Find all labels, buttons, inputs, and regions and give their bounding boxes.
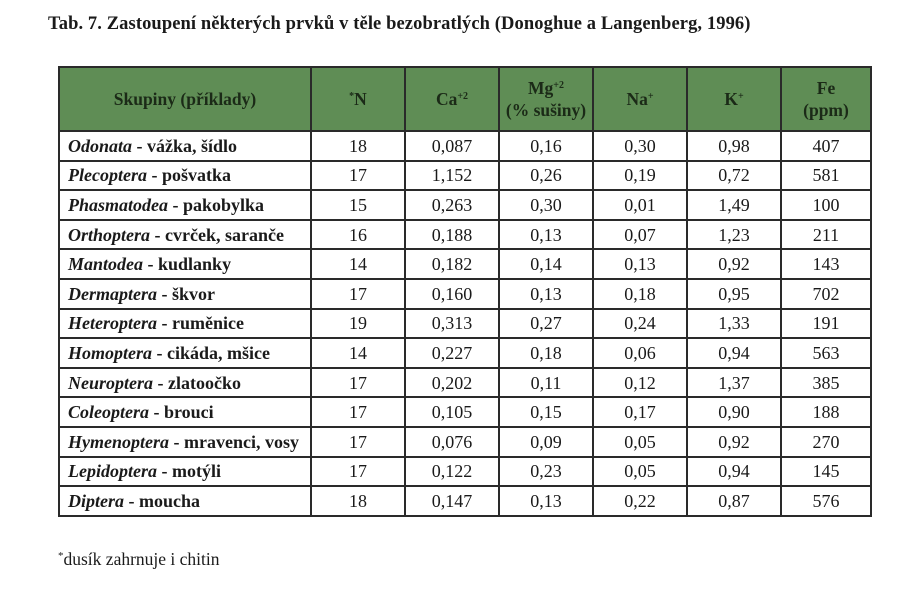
cell-n: 14 <box>311 338 405 368</box>
cell-k: 0,92 <box>687 427 781 457</box>
table-row <box>59 249 871 279</box>
group-common-name: - kudlanky <box>143 254 232 275</box>
group-common-name: - pošvatka <box>146 165 231 186</box>
footnote-text: dusík zahrnuje i chitin <box>63 549 220 569</box>
group-latin-name: Phasmatodea <box>68 194 169 215</box>
cell-ca: 1,152 <box>405 161 499 191</box>
table-row <box>59 220 871 250</box>
cell-fe: 576 <box>781 486 871 516</box>
elements-table <box>58 66 872 517</box>
cell-na: 0,12 <box>593 368 687 398</box>
cell-n: 17 <box>311 161 405 191</box>
cell-mg: 0,15 <box>499 397 593 427</box>
cell-fe: 143 <box>781 249 871 279</box>
group-common-name: - brouci <box>149 402 214 423</box>
cell-n: 14 <box>311 249 405 279</box>
cell-k: 0,72 <box>687 161 781 191</box>
cell-group <box>59 279 311 309</box>
group-latin-name: Heteroptera <box>68 313 157 334</box>
table-row <box>59 131 871 161</box>
header-na-sup: + <box>647 91 654 102</box>
header-mg <box>499 67 593 131</box>
header-k-label: K <box>724 89 738 109</box>
group-common-name: - motýli <box>156 461 221 482</box>
header-fe <box>781 67 871 131</box>
header-n-label: N <box>354 89 367 109</box>
group-latin-name: Odonata <box>68 135 133 156</box>
cell-k: 0,95 <box>687 279 781 309</box>
table-row <box>59 486 871 516</box>
header-mg-sup: +2 <box>553 80 564 91</box>
cell-fe: 702 <box>781 279 871 309</box>
header-ca-sup: +2 <box>457 91 469 102</box>
cell-fe: 191 <box>781 309 871 339</box>
cell-na: 0,13 <box>593 249 687 279</box>
header-na-label: Na <box>626 89 648 109</box>
cell-group <box>59 427 311 457</box>
cell-ca: 0,147 <box>405 486 499 516</box>
cell-na: 0,05 <box>593 457 687 487</box>
cell-ca: 0,105 <box>405 397 499 427</box>
group-latin-name: Mantodea <box>68 254 144 275</box>
cell-n: 15 <box>311 190 405 220</box>
cell-na: 0,30 <box>593 131 687 161</box>
table-row <box>59 190 871 220</box>
cell-na: 0,24 <box>593 309 687 339</box>
header-ca <box>405 67 499 131</box>
cell-mg: 0,13 <box>499 220 593 250</box>
cell-ca: 0,182 <box>405 249 499 279</box>
cell-na: 0,01 <box>593 190 687 220</box>
table-row <box>59 457 871 487</box>
cell-n: 17 <box>311 457 405 487</box>
cell-k: 1,33 <box>687 309 781 339</box>
table-row <box>59 338 871 368</box>
cell-fe: 563 <box>781 338 871 368</box>
cell-fe: 100 <box>781 190 871 220</box>
cell-ca: 0,202 <box>405 368 499 398</box>
cell-k: 0,94 <box>687 338 781 368</box>
group-common-name: - cikáda, mšice <box>152 342 270 363</box>
cell-group <box>59 249 311 279</box>
header-k-sup: + <box>737 91 744 102</box>
cell-ca: 0,076 <box>405 427 499 457</box>
cell-na: 0,07 <box>593 220 687 250</box>
cell-n: 16 <box>311 220 405 250</box>
cell-group <box>59 220 311 250</box>
group-latin-name: Homoptera <box>68 342 152 363</box>
cell-ca: 0,227 <box>405 338 499 368</box>
cell-k: 0,94 <box>687 457 781 487</box>
cell-mg: 0,23 <box>499 457 593 487</box>
cell-n: 17 <box>311 397 405 427</box>
group-common-name: - zlatoočko <box>153 372 241 393</box>
cell-fe: 385 <box>781 368 871 398</box>
cell-group <box>59 131 311 161</box>
group-common-name: - vážka, šídlo <box>132 135 238 156</box>
table-row <box>59 309 871 339</box>
cell-mg: 0,13 <box>499 486 593 516</box>
cell-n: 17 <box>311 427 405 457</box>
header-ca-label: Ca <box>435 89 458 109</box>
header-n <box>311 67 405 131</box>
group-latin-name: Dermaptera <box>68 283 157 304</box>
group-common-name: - moucha <box>124 490 200 511</box>
cell-n: 18 <box>311 486 405 516</box>
cell-na: 0,06 <box>593 338 687 368</box>
cell-k: 0,92 <box>687 249 781 279</box>
cell-fe: 581 <box>781 161 871 191</box>
group-latin-name: Diptera <box>68 490 124 511</box>
cell-ca: 0,188 <box>405 220 499 250</box>
cell-mg: 0,27 <box>499 309 593 339</box>
cell-group <box>59 486 311 516</box>
cell-k: 0,90 <box>687 397 781 427</box>
cell-group <box>59 309 311 339</box>
cell-ca: 0,122 <box>405 457 499 487</box>
cell-mg: 0,13 <box>499 279 593 309</box>
cell-na: 0,17 <box>593 397 687 427</box>
cell-n: 19 <box>311 309 405 339</box>
cell-n: 17 <box>311 368 405 398</box>
table-header-row <box>59 67 871 131</box>
cell-group <box>59 161 311 191</box>
cell-mg: 0,26 <box>499 161 593 191</box>
cell-ca: 0,263 <box>405 190 499 220</box>
table-body <box>59 131 871 516</box>
cell-na: 0,19 <box>593 161 687 191</box>
cell-mg: 0,18 <box>499 338 593 368</box>
cell-fe: 211 <box>781 220 871 250</box>
cell-mg: 0,09 <box>499 427 593 457</box>
cell-fe: 145 <box>781 457 871 487</box>
group-latin-name: Lepidoptera <box>68 461 157 482</box>
cell-group <box>59 368 311 398</box>
cell-na: 0,18 <box>593 279 687 309</box>
header-na <box>593 67 687 131</box>
table-row <box>59 368 871 398</box>
cell-fe: 407 <box>781 131 871 161</box>
table-row <box>59 397 871 427</box>
group-common-name: - pakobylka <box>168 194 265 215</box>
cell-mg: 0,11 <box>499 368 593 398</box>
group-latin-name: Neuroptera <box>68 372 153 393</box>
cell-group <box>59 338 311 368</box>
header-n-mark: * <box>349 91 355 102</box>
cell-k: 1,23 <box>687 220 781 250</box>
cell-ca: 0,313 <box>405 309 499 339</box>
cell-mg: 0,16 <box>499 131 593 161</box>
table-row <box>59 279 871 309</box>
group-latin-name: Orthoptera <box>68 224 151 245</box>
table-row <box>59 427 871 457</box>
cell-group <box>59 190 311 220</box>
cell-mg: 0,14 <box>499 249 593 279</box>
header-k <box>687 67 781 131</box>
group-latin-name: Plecoptera <box>68 165 147 186</box>
cell-fe: 270 <box>781 427 871 457</box>
header-mg-label: Mg <box>528 78 554 98</box>
table-row <box>59 161 871 191</box>
cell-group <box>59 457 311 487</box>
group-common-name: - škvor <box>157 283 215 304</box>
cell-na: 0,22 <box>593 486 687 516</box>
table-caption: Tab. 7. Zastoupení některých prvků v těle bezobratlých (Donoghue a Langenberg, 1996) <box>48 14 751 34</box>
footnote <box>58 549 220 570</box>
cell-k: 1,37 <box>687 368 781 398</box>
cell-k: 0,98 <box>687 131 781 161</box>
cell-k: 0,87 <box>687 486 781 516</box>
header-fe-label: Fe <box>816 78 836 98</box>
header-group-label: Skupiny (příklady) <box>113 89 257 109</box>
group-latin-name: Hymenoptera <box>68 431 169 452</box>
header-mg-unit: (% sušiny) <box>505 100 587 120</box>
cell-na: 0,05 <box>593 427 687 457</box>
cell-ca: 0,087 <box>405 131 499 161</box>
cell-mg: 0,30 <box>499 190 593 220</box>
cell-n: 18 <box>311 131 405 161</box>
cell-k: 1,49 <box>687 190 781 220</box>
group-latin-name: Coleoptera <box>68 402 149 423</box>
header-group <box>59 67 311 131</box>
cell-ca: 0,160 <box>405 279 499 309</box>
header-fe-unit: (ppm) <box>803 100 849 120</box>
cell-group <box>59 397 311 427</box>
cell-n: 17 <box>311 279 405 309</box>
group-common-name: - cvrček, saranče <box>150 224 284 245</box>
footnote-mark: * <box>58 550 64 562</box>
group-common-name: - mravenci, vosy <box>169 431 299 452</box>
group-common-name: - ruměnice <box>156 313 244 334</box>
cell-fe: 188 <box>781 397 871 427</box>
